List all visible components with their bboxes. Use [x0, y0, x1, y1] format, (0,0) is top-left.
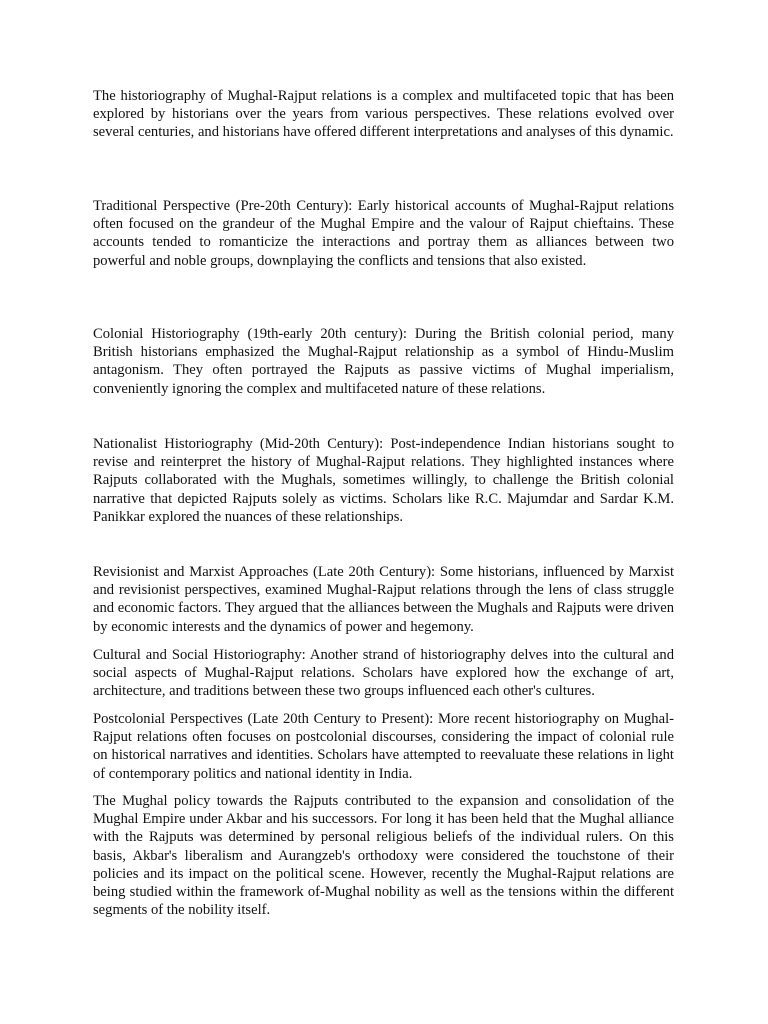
- paragraph-traditional-perspective: Traditional Perspective (Pre-20th Century): Early historical accounts of Mughal-Rajput relations often focused on the grandeur of the Mughal Empire and the valour of Rajput chieftains. These accounts tended to romanticize the interactions and portray them as alliances between two powerful and noble groups, downplaying the conflicts and tensions that also existed.: [93, 198, 674, 269]
- paragraph-postcolonial: Postcolonial Perspectives (Late 20th Century to Present): More recent historiography on Mughal-Rajput relations often focuses on postcolonial discourses, considering the impact of colonial rule on historical narratives and identities. Scholars have attempted to reevaluate these relations in light of contemporary politics and national identity in India.: [93, 711, 674, 782]
- paragraph-introduction: The historiography of Mughal-Rajput relations is a complex and multifaceted topic that has been explored by historians over the years from various perspectives. These relations evolved over several centuries, and historians have offered different interpretations and analyses of this dynamic.: [93, 88, 674, 141]
- paragraph-revisionist-marxist: Revisionist and Marxist Approaches (Late 20th Century): Some historians, influenced by Marxist and revisionist perspectives, examined Mughal-Rajput relations through the lens of class struggle and economic factors. They argued that the alliances between the Mughals and Rajputs were driven by economic interests and the dynamics of power and hegemony.: [93, 564, 674, 635]
- paragraph-cultural-social: Cultural and Social Historiography: Another strand of historiography delves into the cultural and social aspects of Mughal-Rajput relations. Scholars have explored how the exchange of art, architecture, and traditions between these two groups influenced each other's cultures.: [93, 647, 674, 700]
- paragraph-colonial-historiography: Colonial Historiography (19th-early 20th century): During the British colonial period, many British historians emphasized the Mughal-Rajput relationship as a symbol of Hindu-Muslim antagonism. They often portrayed the Rajputs as passive victims of Mughal imperialism, conveniently ignoring the complex and multifaceted nature of these relations.: [93, 326, 674, 397]
- paragraph-mughal-policy: The Mughal policy towards the Rajputs contributed to the expansion and consolidation of the Mughal Empire under Akbar and his successors. For long it has been held that the Mughal alliance with the Rajputs was determined by personal religious beliefs of the individual rulers. On this basis, Akbar's liberalism and Aurangzeb's orthodoxy were considered the touchstone of their policies and its impact on the political scene. However, recently the Mughal-Rajput relations are being studied within the framework of-Mughal nobility as well as the tensions within the different segments of the nobility itself.: [93, 793, 674, 919]
- paragraph-nationalist-historiography: Nationalist Historiography (Mid-20th Century): Post-independence Indian historians sought to revise and reinterpret the history of Mughal-Rajput relations. They highlighted instances where Rajputs collaborated with the Mughals, sometimes willingly, to challenge the British colonial narrative that depicted Rajputs solely as victims. Scholars like R.C. Majumdar and Sardar K.M. Panikkar explored the nuances of these relationships.: [93, 436, 674, 525]
